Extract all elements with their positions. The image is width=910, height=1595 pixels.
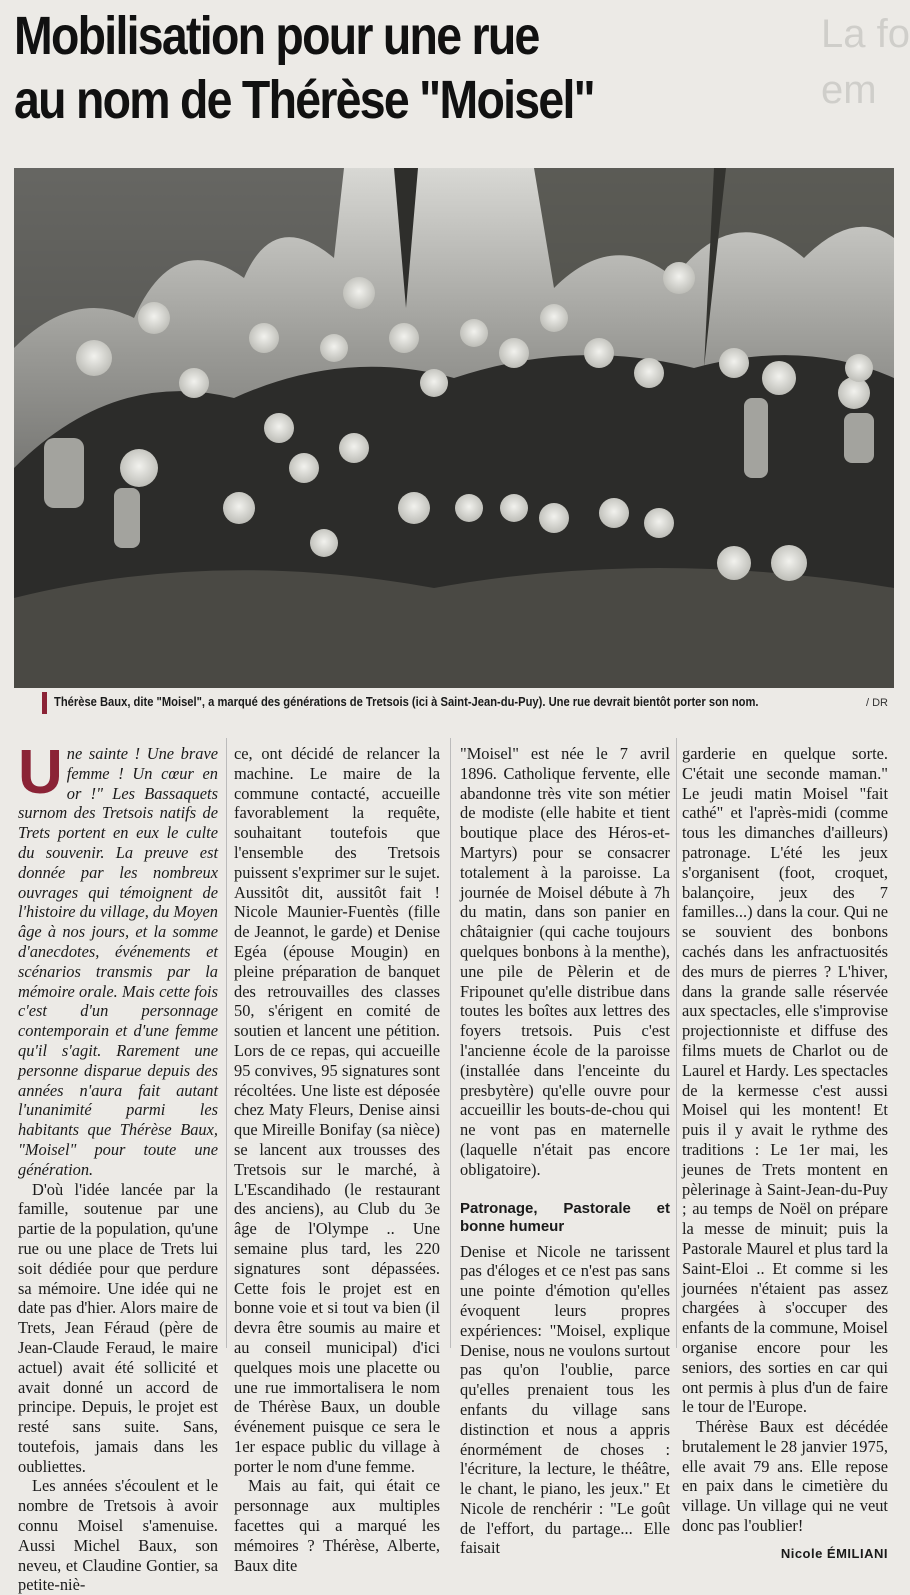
article-column-4	[682, 744, 888, 1564]
article-paragraph: "Moisel" est née le 7 avril 1896. Catholique fervente, elle abandonne très vite son métier de modiste (elle habite et tient boutique place des Héros-et-Martyrs) pour se consacrer totalement à la paroisse. La journée de Moisel débute à 7h du matin, dans son panier en châtaignier (qui cache toujours quelques bonbons à la menthe), une pile de Pèlerin et de Fripounet qu'elle distribue dans toutes les boîtes aux lettres des foyers tretsois. Puis c'est l'ancienne école de la paroisse (installée dans l'enceinte du presbytère) qu'elle ouvre pour accueillir les bouts-de-chou qui ne vont pas en maternelle (laquelle n'était pas encore obligatoire).	[460, 744, 670, 1179]
article-column-2	[234, 744, 440, 1575]
article-paragraph: Denise et Nicole ne tarissent pas d'éloges et ce n'est pas sans une pointe d'émotion qu'elles évoquent leurs propres expériences: "Moisel, explique Denise, nous ne voulons surtout pas qu'on l'oublie, parce qu'elles prenaient tous les enfants du village sans distinction et nous a appris énormément de choses : l'écriture, la lecture, le théâtre, le chant, le piano, les jeux." Et Nicole de renchérir : "Le goût de l'effort, du partage... Elle faisait	[460, 1241, 670, 1558]
article-paragraph: Les années s'écoulent et le nombre de Tretsois à avoir connu Moisel s'amenuise. Aussi Michel Baux, son neveu, et Claudine Gontier, sa petite-niè-	[18, 1476, 218, 1595]
group-photo-icon	[14, 168, 894, 688]
headline-line-2: au nom de Thérèse "Moisel"	[14, 70, 594, 130]
article-paragraph: Mais au fait, qui était ce personnage aux multiples facettes qui a marqué les mémoires ? Thérèse, Alberte, Baux dite	[234, 1476, 440, 1575]
article-paragraph: Une sainte ! Une brave femme ! Un cœur en or !" Les Bassaquets surnom des Tretsois natifs de Trets portent en eux le culte du souvenir. La preuve est donnée par les nombreux ouvrages qui témoignent de l'histoire du village, du Moyen âge à nos jours, et la somme d'anecdotes, événements et scénarios transmis par la mémoire orale. Mais cette fois c'est d'un personnage contemporain et d'une femme qu'il s'agit. Rarement une personne disparue depuis des années n'aura fait autant l'unanimité parmi les habitants que Thérèse Baux, "Moisel" pour toute une génération.	[18, 738, 219, 1179]
column-rule	[676, 738, 677, 1348]
column-rule	[450, 738, 451, 1348]
adjacent-article-ghost-text: La fo em	[821, 12, 910, 112]
article-paragraph: ce, ont décidé de relancer la machine. Le maire de la commune contacté, accueille favorablement la requête, souhaitant toutefois que l'ensemble des Tretsois puissent s'exprimer sur le sujet. Aussitôt dit, aussitôt fait ! Nicole Maunier-Fuentès (fille de Jeannot, le garde) et Denise Egéa (épouse Mougin) en pleine préparation de banquet des retrouvailles des classes 50, s'érigent en comité de soutien et lancent une pétition. Lors de ce repas, qui accueille 95 convives, 95 signatures sont récoltées. Une liste est déposée chez Maty Fleurs, Denise ainsi que Mireille Bonifay (sa nièce) se lancent aux trousses des Tretsois sur le marché, à L'Escandihado (le restaurant des anciens), au Club du 3e âge de l'Olympe .. Une semaine plus tard, les 220 signatures sont dépassées. Cette fois le projet est en bonne voie et si tout va bien (il devra être soumis au maire et au conseil municipal) d'ici quelques mois une placette ou une rue immortalisera le nom de Thérèse Baux, un double événement puisque ce sera le 1er espace public du village à porter le nom d'une femme.	[234, 744, 440, 1476]
article-paragraph: garderie en quelque sorte. C'était une seconde maman." Le jeudi matin Moisel "fait cathé" et l'après-midi (comme tous les dimanches d'ailleurs) patronage. L'été les jeux s'organisent (foot, croquet, balançoire, jeux des 7 familles...) dans la cour. Qui ne se souvient des bonbons cachés dans les anfractuosités des murs de pierres ? L'hiver, dans la grande salle réservée aux spectacles, elle s'improvise projectionniste et diffuse des films muets de Charlot ou de Laurel et Hardy. Les spectacles de la kermesse c'est aussi Moisel qui les montent! Et puis il y avait le rythme des traditions : Le 1er mai, les jeunes de Trets montent en pèlerinage à Saint-Jean-du-Puy ; au temps de Noël on prépare la messe de minuit; puis la Pastorale Maurel et plus tard la Saint-Eloi .. Et comme si les journées n'étaient pas assez chargées à s'occuper des enfants de la commune, Moisel organise encore pour les seniors, des sorties en car qui ont permis à plus d'un de faire le tour de l'Europe.	[682, 744, 888, 1417]
drop-cap: U	[18, 738, 63, 807]
headline	[14, 4, 762, 132]
photo-caption: Thérèse Baux, dite "Moisel", a marqué des générations de Tretsois (ici à Saint-Jean-du-Puy). Une rue devrait bientôt porter son nom.	[54, 694, 759, 709]
article-column-3	[460, 744, 670, 1558]
headline-line-1: Mobilisation pour une rue	[14, 6, 539, 66]
section-subheading: Patronage, Pastorale et bonne humeur	[460, 1199, 670, 1235]
article-column-1	[18, 738, 219, 1595]
column-rule	[226, 738, 227, 1348]
article-paragraph: D'où l'idée lancée par la famille, soutenue par une partie de la population, qu'une rue ou une place de Trets lui soit dédiée pour que perdure sa mémoire. Une idée qui ne date pas d'hier. Alors maire de Trets, Jean Féraud (père de Jean-Claude Feraud, le maire actuel) avait été sollicité et avait donné un accord de principe. Depuis, le projet est resté sans suite. Sans, toutefois, jamais dans les oubliettes.	[18, 1179, 218, 1476]
caption-accent-bar	[42, 692, 47, 714]
article-paragraph: Thérèse Baux est décédée brutalement le 28 janvier 1975, elle avait 79 ans. Elle repose en paix dans le cimetière du village. Un village qui ne veut donc pas l'oublier!	[682, 1417, 888, 1536]
photo-credit: / DR	[866, 697, 888, 709]
author-signature: Nicole ÉMILIANI	[780, 1545, 888, 1561]
group-photo	[14, 168, 894, 688]
